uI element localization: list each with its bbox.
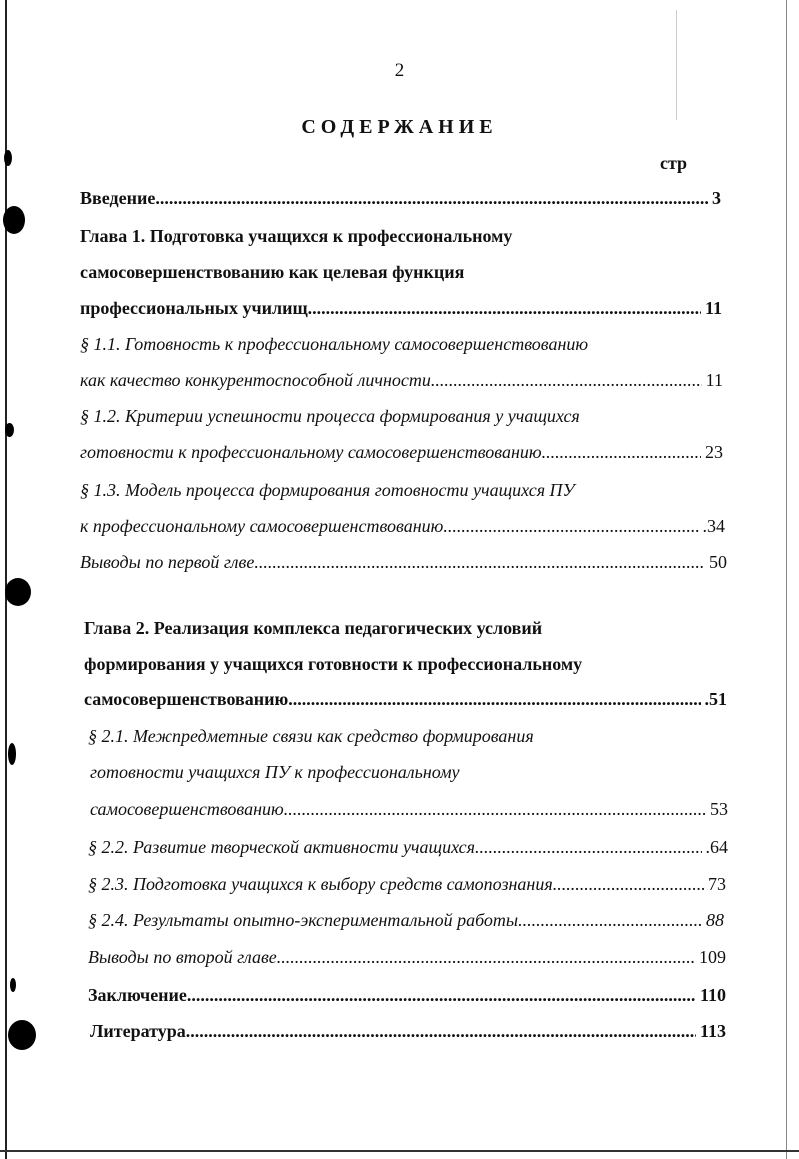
- toc-entry-title: самосовершенствованию как целевая функция: [80, 262, 465, 282]
- dot-leader: [284, 794, 706, 824]
- toc-section-1-3-line-2: [80, 511, 725, 541]
- toc-entry-title: Выводы по первой глве: [80, 552, 255, 572]
- toc-section-1-2-line-2: [80, 437, 723, 467]
- dot-leader: [288, 684, 700, 714]
- toc-entry-title: Глава 2. Реализация комплекса педагогических условий: [84, 618, 543, 638]
- dot-leader: [431, 365, 702, 395]
- page-title: СОДЕРЖАНИЕ: [301, 116, 498, 138]
- toc-entry-title: § 2.1. Межпредметные связи как средство формирования: [88, 726, 534, 746]
- dot-leader: [187, 980, 696, 1010]
- dot-leader: [443, 511, 698, 541]
- toc-entry-title: § 2.2. Развитие творческой активности учащихся: [88, 837, 476, 857]
- toc-entry-title: Литература: [90, 1021, 186, 1041]
- toc-entry-title: самосовершенствованию: [84, 689, 289, 709]
- toc-entry-title: к профессиональному самосовершенствованию: [80, 516, 444, 536]
- toc-entry-page: 53: [710, 799, 728, 819]
- toc-entry-title: Введение: [80, 188, 156, 208]
- dot-leader: [186, 1016, 696, 1046]
- toc-entry-page: 110: [699, 985, 726, 1005]
- toc-entry-introduction: [80, 183, 721, 213]
- punch-hole: [3, 206, 25, 234]
- toc-section-2-2: [88, 832, 728, 862]
- toc-chapter-1-line-2: [80, 257, 740, 287]
- punch-hole-mark: [10, 978, 16, 992]
- toc-entry-page: 11: [705, 370, 723, 390]
- toc-entry-page: 11: [704, 298, 722, 318]
- toc-chapter-2-line-2: [84, 649, 744, 679]
- toc-section-2-3: [88, 869, 726, 899]
- toc-chapter-2-line-3: [84, 684, 727, 714]
- toc-entry-title: § 2.4. Результаты опытно-экспериментальной работы: [88, 910, 519, 930]
- toc-entry-title: готовности учащихся ПУ к профессиональному: [90, 762, 460, 782]
- toc-entry-title: профессиональных училищ: [80, 298, 308, 318]
- punch-hole-mark: [4, 150, 12, 166]
- toc-entry-title: § 1.1. Готовность к профессиональному самосовершенствованию: [80, 334, 589, 354]
- toc-conclusions-chapter-1: [80, 547, 727, 577]
- scan-border-left: [5, 0, 7, 1159]
- toc-entry-title: Заключение: [88, 985, 187, 1005]
- toc-entry-conclusion: [88, 980, 726, 1010]
- punch-hole: [8, 1020, 36, 1050]
- toc-section-1-1-line-2: [80, 365, 723, 395]
- toc-entry-title: как качество конкурентоспособной личности: [80, 370, 431, 390]
- scan-border-bottom: [0, 1150, 799, 1152]
- toc-entry-page: 23: [705, 442, 723, 462]
- toc-entry-title: готовности к профессиональному самосовершенствованию: [80, 442, 542, 462]
- toc-entry-page: 50: [709, 552, 727, 572]
- toc-entry-page: 3: [712, 188, 721, 208]
- toc-entry-page: 88: [706, 910, 724, 930]
- toc-chapter-1-line-3: [80, 293, 722, 323]
- dot-leader: [308, 293, 701, 323]
- toc-entry-page: 113: [699, 1021, 726, 1041]
- toc-section-1-1-line-1: [80, 329, 740, 359]
- punch-hole: [5, 578, 31, 606]
- dot-leader: [254, 547, 705, 577]
- dot-leader: [277, 942, 695, 972]
- toc-entry-page: .34: [702, 516, 725, 536]
- toc-entry-literature: [90, 1016, 726, 1046]
- dot-leader: [542, 437, 701, 467]
- toc-entry-title: формирования у учащихся готовности к профессиональному: [84, 654, 583, 674]
- toc-section-1-3-line-1: [80, 475, 740, 505]
- toc-section-2-1-line-1: [88, 721, 738, 751]
- dot-leader: [475, 832, 701, 862]
- dot-leader: [553, 869, 704, 899]
- toc-section-1-2-line-1: [80, 401, 740, 431]
- toc-chapter-1-line-1: [80, 221, 740, 251]
- toc-conclusions-chapter-2: [88, 942, 726, 972]
- toc-entry-page: .64: [705, 837, 728, 857]
- dot-leader: [155, 183, 708, 213]
- toc-entry-title: § 1.2. Критерии успешности процесса формирования у учащихся: [80, 406, 580, 426]
- punch-hole-mark: [8, 743, 16, 765]
- punch-hole-mark: [5, 423, 14, 437]
- toc-entry-title: § 1.3. Модель процесса формирования готовности учащихся ПУ: [80, 480, 575, 500]
- toc-entry-page: 109: [699, 947, 726, 967]
- toc-entry-page: 73: [708, 874, 726, 894]
- toc-section-2-1-line-3: [90, 794, 728, 824]
- dot-leader: [518, 905, 702, 935]
- toc-entry-page: .51: [704, 689, 727, 709]
- scan-border-right: [786, 0, 787, 1159]
- page-column-label: стр: [660, 153, 688, 173]
- toc-entry-title: Выводы по второй главе: [88, 947, 277, 967]
- toc-section-2-1-line-2: [90, 757, 740, 787]
- toc-chapter-2-line-1: [84, 613, 744, 643]
- toc-entry-title: самосовершенствованию: [90, 799, 284, 819]
- toc-entry-title: Глава 1. Подготовка учащихся к профессиональному: [80, 226, 513, 246]
- toc-section-2-4: [88, 905, 724, 935]
- page-number: 2: [394, 60, 405, 81]
- toc-entry-title: § 2.3. Подготовка учащихся к выбору средств самопознания: [88, 874, 553, 894]
